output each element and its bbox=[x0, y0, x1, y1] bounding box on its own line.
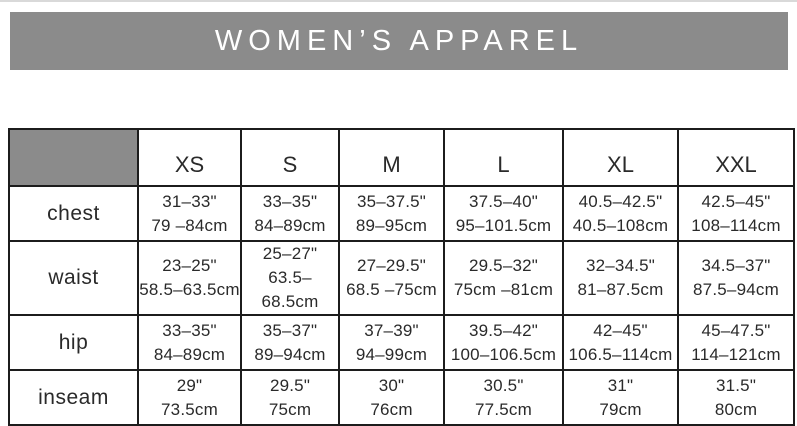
size-cell-hip-m bbox=[339, 315, 444, 370]
table-row-hip bbox=[9, 315, 794, 370]
inches-value: 33–35" bbox=[162, 320, 217, 340]
top-divider-rule bbox=[0, 0, 797, 2]
inches-value: 35–37.5" bbox=[356, 191, 427, 211]
size-cell-chest-s bbox=[241, 186, 339, 241]
inches-value: 35–37" bbox=[262, 320, 318, 340]
cm-value: 106.5–114cm bbox=[568, 344, 673, 364]
inches-value: 25–27" bbox=[262, 244, 318, 263]
size-cell-inseam-s bbox=[241, 370, 339, 425]
size-cell-chest-l bbox=[444, 186, 563, 241]
cm-value: 89–95cm bbox=[355, 215, 428, 235]
table-row-inseam bbox=[9, 370, 794, 425]
cm-value: 80cm bbox=[714, 399, 758, 419]
cm-value: 79cm bbox=[599, 399, 642, 419]
inches-value: 37.5–40" bbox=[468, 191, 539, 211]
inches-value: 42–45" bbox=[593, 320, 648, 340]
size-cell-hip-xl bbox=[563, 315, 678, 370]
cm-value: 84–89cm bbox=[153, 344, 226, 364]
inches-value: 23–25" bbox=[162, 256, 217, 275]
page-title: WOMEN’S APPAREL bbox=[214, 24, 584, 57]
cm-value: 76cm bbox=[370, 399, 413, 419]
table-row-chest bbox=[9, 186, 794, 241]
table-row-waist bbox=[9, 241, 794, 315]
cm-value: 58.5–63.5cm bbox=[139, 280, 240, 299]
cm-value: 63.5–68.5cm bbox=[261, 268, 319, 311]
cm-value: 94–99cm bbox=[355, 344, 428, 364]
inches-value: 29" bbox=[176, 375, 203, 395]
cm-value: 68.5 –75cm bbox=[346, 280, 437, 299]
inches-value: 42.5–45" bbox=[701, 191, 771, 211]
inches-value: 31–33" bbox=[162, 191, 217, 211]
inches-value: 34.5–37" bbox=[701, 256, 771, 275]
inches-value: 37–39" bbox=[364, 320, 419, 340]
inches-value: 30" bbox=[378, 375, 405, 395]
row-label-chest: chest bbox=[9, 186, 138, 241]
size-cell-waist-l bbox=[444, 241, 563, 315]
size-cell-hip-s bbox=[241, 315, 339, 370]
inches-value: 33–35" bbox=[262, 191, 318, 211]
size-table bbox=[8, 128, 795, 426]
corner-cell bbox=[9, 129, 138, 186]
size-cell-waist-m bbox=[339, 241, 444, 315]
inches-value: 30.5" bbox=[483, 375, 524, 395]
col-header-s: S bbox=[241, 129, 339, 186]
size-cell-waist-xs bbox=[138, 241, 241, 315]
row-label-hip: hip bbox=[9, 315, 138, 370]
inches-value: 40.5–42.5" bbox=[578, 191, 663, 211]
col-header-m: M bbox=[339, 129, 444, 186]
size-cell-waist-xl bbox=[563, 241, 678, 315]
inches-value: 39.5–42" bbox=[468, 320, 539, 340]
cm-value: 75cm –81cm bbox=[453, 280, 554, 299]
inches-value: 31" bbox=[607, 375, 634, 395]
cm-value: 75cm bbox=[268, 399, 312, 419]
size-cell-chest-xxl bbox=[678, 186, 794, 241]
size-cell-chest-xs bbox=[138, 186, 241, 241]
col-header-xxl: XXL bbox=[678, 129, 794, 186]
size-cell-inseam-xxl bbox=[678, 370, 794, 425]
inches-value: 32–34.5" bbox=[585, 256, 656, 275]
cm-value: 108–114cm bbox=[691, 215, 781, 235]
size-cell-chest-m bbox=[339, 186, 444, 241]
cm-value: 114–121cm bbox=[691, 344, 781, 364]
size-cell-waist-s bbox=[241, 241, 339, 315]
col-header-l: L bbox=[444, 129, 563, 186]
size-cell-inseam-l bbox=[444, 370, 563, 425]
size-cell-hip-xs bbox=[138, 315, 241, 370]
cm-value: 79 –84cm bbox=[151, 215, 228, 235]
row-label-waist: waist bbox=[9, 241, 138, 315]
cm-value: 100–106.5cm bbox=[450, 344, 557, 364]
inches-value: 29.5–32" bbox=[468, 256, 539, 275]
col-header-xs: XS bbox=[138, 129, 241, 186]
size-table-header-row bbox=[9, 129, 794, 186]
cm-value: 77.5cm bbox=[475, 399, 532, 419]
cm-value: 87.5–94cm bbox=[693, 280, 779, 299]
cm-value: 40.5–108cm bbox=[572, 215, 669, 235]
size-cell-inseam-m bbox=[339, 370, 444, 425]
col-header-xl: XL bbox=[563, 129, 678, 186]
cm-value: 73.5cm bbox=[161, 399, 218, 419]
cm-value: 95–101.5cm bbox=[455, 215, 552, 235]
inches-value: 27–29.5" bbox=[356, 256, 427, 275]
size-cell-hip-xxl bbox=[678, 315, 794, 370]
size-cell-hip-l bbox=[444, 315, 563, 370]
inches-value: 31.5" bbox=[715, 375, 757, 395]
size-cell-inseam-xl bbox=[563, 370, 678, 425]
size-cell-chest-xl bbox=[563, 186, 678, 241]
cm-value: 89–94cm bbox=[254, 344, 326, 364]
cm-value: 81–87.5cm bbox=[577, 280, 664, 299]
size-cell-waist-xxl bbox=[678, 241, 794, 315]
size-cell-inseam-xs bbox=[138, 370, 241, 425]
cm-value: 84–89cm bbox=[254, 215, 326, 235]
inches-value: 29.5" bbox=[269, 375, 311, 395]
section-title-bar bbox=[10, 12, 788, 70]
inches-value: 45–47.5" bbox=[701, 320, 771, 340]
row-label-inseam: inseam bbox=[9, 370, 138, 425]
